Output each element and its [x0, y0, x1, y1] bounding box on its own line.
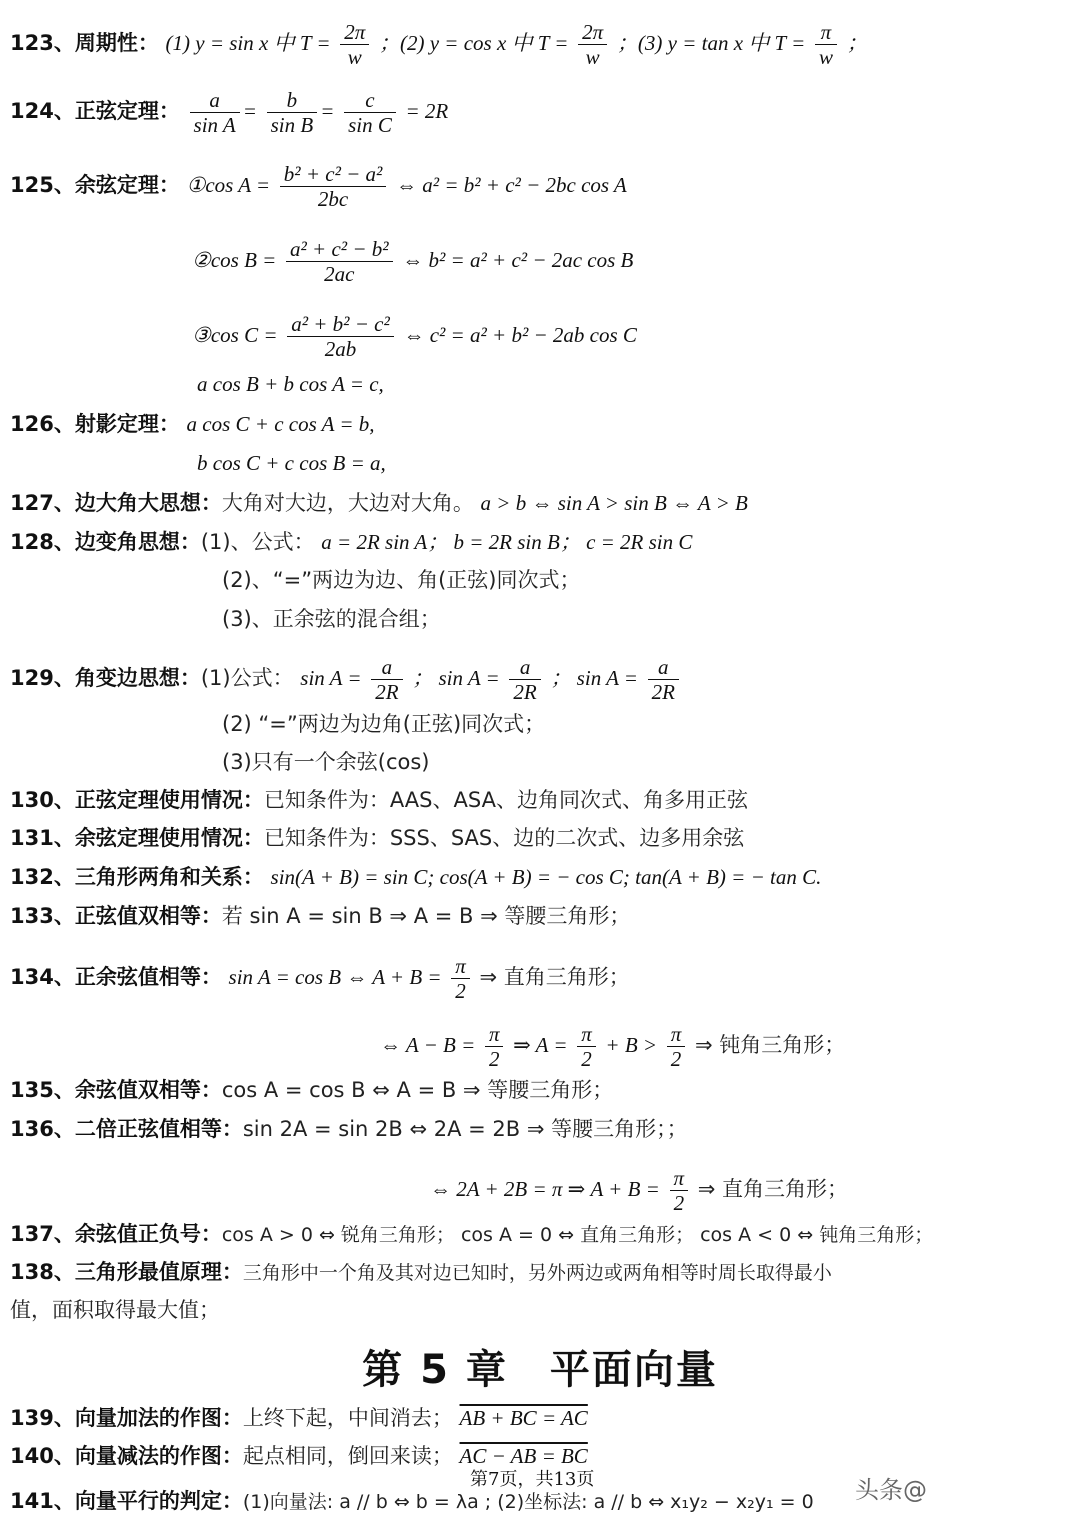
item-heading: 余弦值双相等： [74, 1078, 222, 1102]
item-text: ⇒ 直角三角形； [697, 1177, 849, 1201]
item-text: cos A > 0 ⇔ 锐角三角形； cos A = 0 ⇔ 直角三角形； cos A < 0 ⇔ 钝角三角形； [221, 1224, 934, 1246]
item-heading: 向量加法的作图： [74, 1406, 243, 1430]
fraction: $\frac{a}{2R}$ [371, 655, 402, 704]
formula-text: = 2R [405, 99, 449, 123]
item-number: 123、 [10, 31, 75, 55]
item-heading: 余弦定理使用情况： [74, 826, 264, 850]
item-text: cos A = cos B ⇔ A = B ⇒ 等腰三角形； [221, 1078, 614, 1102]
item-139 [10, 1404, 588, 1432]
item-126-e3: b cos C + c cos B = a, [197, 451, 386, 475]
item-125 [10, 162, 627, 211]
item-136 [10, 1115, 688, 1143]
item-129 [10, 655, 682, 704]
item-number: 138、 [10, 1260, 75, 1284]
item-heading: 正弦定理使用情况： [74, 788, 264, 812]
item-125-b [192, 237, 633, 286]
formula-text: ⇔ A − B = [380, 1033, 476, 1057]
item-text: (1)向量法: a // b ⇔ b = λa ; (2)坐标法: a // b ⇔ x₁y₂ − x₂y₁ = 0 [242, 1491, 814, 1513]
formula-text: AB + BC = AC [459, 1406, 588, 1430]
item-129-t2: (2) “=”两边为边角(正弦)同次式； [222, 712, 546, 736]
item-141 [10, 1487, 814, 1516]
item-133 [10, 902, 630, 930]
fraction: $\frac{a}{2R}$ [509, 655, 540, 704]
item-number: 130、 [10, 788, 75, 812]
fraction: $\frac{a}{2R}$ [648, 655, 679, 704]
formula-text: ⇔ c² = a² + b² − 2ab cos C [403, 323, 637, 347]
item-heading: 三角形两角和关系： [74, 865, 264, 889]
item-heading: 边变角思想： [74, 530, 201, 554]
formula-text: ②cos B = [192, 248, 277, 272]
item-number: 134、 [10, 965, 75, 989]
item-number: 137、 [10, 1222, 75, 1246]
fraction: $\frac{2\pi}{w}$ [340, 20, 369, 69]
item-number: 128、 [10, 530, 75, 554]
fraction: $\frac{\pi}{2}$ [451, 954, 470, 1003]
fraction: $\frac{\pi}{2}$ [670, 1166, 689, 1215]
formula-text: a cos C + c cos A = b, [186, 412, 375, 436]
item-heading: 二倍正弦值相等： [74, 1117, 243, 1141]
item-137 [10, 1220, 933, 1249]
item-heading: 向量平行的判定： [74, 1489, 243, 1513]
item-number: 129、 [10, 666, 75, 690]
item-126 [10, 410, 375, 438]
item-125-c [192, 312, 637, 361]
formula-text: ⇔ 2A + 2B = π ⇒ A + B = [430, 1177, 660, 1201]
item-text: 三角形中一个角及其对边已知时，另外两边或两角相等时周长取得最小 [242, 1262, 832, 1284]
item-138 [10, 1258, 832, 1287]
item-number: 140、 [10, 1444, 75, 1468]
item-heading: 余弦定理： [74, 173, 180, 197]
formula-text: ⇒ A = [513, 1033, 568, 1057]
formula-text: sin(A + B) = sin C; cos(A + B) = − cos C; tan(A + B) = − tan C. [270, 865, 822, 889]
formula-text: ；(3) y = tan x 中 T = [616, 31, 806, 55]
fraction: $\frac{b}{\text{sin B}}$ [267, 88, 318, 137]
formula-text: (1) y = sin x 中 T = [165, 31, 331, 55]
item-number: 124、 [10, 99, 75, 123]
item-136-c [430, 1166, 848, 1215]
item-132 [10, 863, 821, 891]
fraction: $\frac{a}{\text{sin A}}$ [190, 88, 240, 137]
item-129-t3: (3)只有一个余弦(cos) [222, 750, 430, 774]
item-text: 若 sin A = sin B ⇒ A = B ⇒ 等腰三角形； [221, 904, 631, 928]
item-text: (1)公式： [200, 666, 294, 690]
item-text: 上终下起，中间消去； [242, 1406, 453, 1430]
item-heading: 正弦值双相等： [74, 904, 222, 928]
item-text: 起点相同，倒回来读； [242, 1444, 453, 1468]
item-heading: 向量减法的作图： [74, 1444, 243, 1468]
item-number: 136、 [10, 1117, 75, 1141]
page-footer: 第7页，共13页 [470, 1469, 595, 1490]
formula-text: sin A = [300, 666, 362, 690]
item-text: 已知条件为：SSS、SAS、边的二次式、边多用余弦 [263, 826, 745, 850]
item-131 [10, 824, 744, 852]
item-128-t2: (2)、“=”两边为边、角(正弦)同次式； [222, 568, 581, 592]
formula-text: ； sin A = [550, 666, 638, 690]
fraction: $\frac{2\pi}{w}$ [578, 20, 607, 69]
item-130 [10, 786, 748, 814]
formula-text: AC − AB = BC [459, 1444, 588, 1468]
fraction: $\frac{\text{a² + b² − c²}}{2ab}$ [287, 312, 394, 361]
item-heading: 余弦值正负号： [74, 1222, 222, 1246]
item-heading: 角变边思想： [74, 666, 201, 690]
item-number: 135、 [10, 1078, 75, 1102]
fraction: $\frac{\text{a² + c² − b²}}{2ac}$ [286, 237, 393, 286]
item-123 [10, 20, 868, 69]
item-135 [10, 1076, 613, 1104]
item-heading: 正余弦值相等： [74, 965, 222, 989]
item-138-cont: 值，面积取得最大值； [10, 1298, 220, 1322]
item-124: 124、正弦定理： $\frac{a}{\text{sin A}}$ = $\frac{b}{\text{sin B}}$ = $\frac{c}{\text{sin C}}$ = 2R [10, 88, 449, 137]
watermark: 头条@ [855, 1476, 927, 1504]
item-134-b [380, 1022, 845, 1071]
item-heading: 周期性： [74, 31, 159, 55]
item-heading: 三角形最值原理： [74, 1260, 243, 1284]
formula-text: a = 2R sin A； b = 2R sin B； c = 2R sin C [321, 530, 693, 554]
item-heading: 边大角大思想： [74, 491, 222, 515]
formula-text: + B > [605, 1033, 658, 1057]
formula-text: ； [846, 31, 868, 55]
formula-text: ③cos C = [192, 323, 278, 347]
formula-text: ⇔ a² = b² + c² − 2bc cos A [396, 173, 627, 197]
item-134 [10, 954, 630, 1003]
fraction: $\frac{\pi}{2}$ [577, 1022, 596, 1071]
item-heading: 射影定理： [74, 412, 180, 436]
item-text: sin 2A = sin 2B ⇔ 2A = 2B ⇒ 等腰三角形；； [242, 1117, 688, 1141]
fraction: $\frac{\pi}{2}$ [667, 1022, 686, 1071]
item-number: 141、 [10, 1489, 75, 1513]
fraction: $\frac{\pi}{w}$ [815, 20, 837, 69]
formula-text: sin A = cos B ⇔ A + B = [228, 965, 442, 989]
item-number: 125、 [10, 173, 75, 197]
formula-text: ； sin A = [412, 666, 500, 690]
chapter-title: 第 5 章 平面向量 [362, 1347, 718, 1393]
formula-text: ⇔ b² = a² + c² − 2ac cos B [402, 248, 634, 272]
item-text: 已知条件为：AAS、ASA、边角同次式、角多用正弦 [263, 788, 748, 812]
item-126-e1: a cos B + b cos A = c, [197, 372, 384, 396]
item-128 [10, 528, 692, 556]
item-number: 133、 [10, 904, 75, 928]
formula-text: ；(2) y = cos x 中 T = [378, 31, 569, 55]
item-text: (1)、公式： [200, 530, 315, 554]
item-number: 127、 [10, 491, 75, 515]
item-number: 131、 [10, 826, 75, 850]
formula-text: a > b ⇔ sin A > sin B ⇔ A > B [480, 491, 748, 515]
item-number: 139、 [10, 1406, 75, 1430]
item-text: 大角对大边，大边对大角。 [221, 491, 474, 515]
fraction: $\frac{\pi}{2}$ [485, 1022, 504, 1071]
item-number: 126、 [10, 412, 75, 436]
item-text: ⇒ 钝角三角形； [694, 1033, 846, 1057]
item-heading: 正弦定理： [74, 99, 180, 123]
item-text: ⇒ 直角三角形； [479, 965, 630, 989]
item-128-t3: (3)、正余弦的混合组； [222, 607, 441, 631]
item-127 [10, 489, 748, 517]
fraction: $\frac{\text{b² + c² − a²}}{2bc}$ [280, 162, 387, 211]
item-number: 132、 [10, 865, 75, 889]
formula-text: ①cos A = [186, 173, 271, 197]
fraction: $\frac{c}{\text{sin C}}$ [344, 88, 396, 137]
